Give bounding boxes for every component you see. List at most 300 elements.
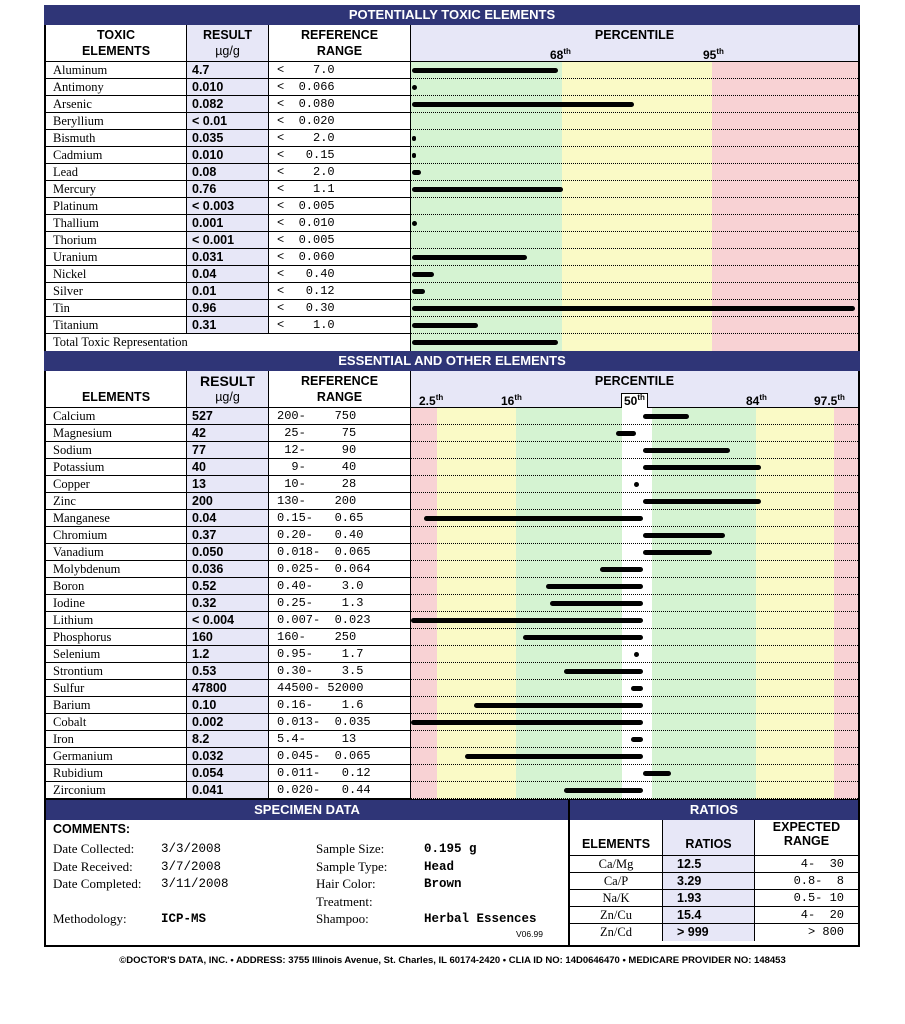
toxic-col-reference: [268, 25, 410, 61]
ratios-col-expected-line1: EXPECTED: [772, 820, 841, 834]
ratios-col-ratios: RATIOS: [662, 820, 754, 855]
essential-row: [46, 629, 858, 646]
page-footer: ©DOCTOR'S DATA, INC. • ADDRESS: 3755 Illinois Avenue, St. Charles, IL 60174-2420 • CLIA ID NO: 14D0646470 • MEDICARE PROVIDER NO: 148453: [119, 955, 786, 966]
percentile-bar: [631, 686, 643, 691]
element-name: Silver: [46, 283, 186, 300]
ratios-title: RATIOS: [570, 800, 858, 820]
essential-row: [46, 442, 858, 459]
element-name: Tin: [46, 300, 186, 317]
toxic-total-percentile: [410, 334, 858, 351]
ratio-value: 3.29: [662, 873, 754, 889]
element-name: Potassium: [46, 459, 186, 476]
element-percentile: [410, 782, 858, 799]
percentile-bar: [643, 499, 761, 504]
essential-row: [46, 544, 858, 561]
percentile-bar: [643, 533, 725, 538]
element-reference-range: 0.011- 0.12: [268, 765, 410, 782]
essential-row: [46, 714, 858, 731]
element-reference-range: < 0.30: [268, 300, 410, 317]
element-name: Copper: [46, 476, 186, 493]
essential-row: [46, 731, 858, 748]
essential-row: [46, 561, 858, 578]
essential-table: [44, 408, 860, 800]
percentile-bar: [412, 68, 558, 73]
essential-section-title: ESSENTIAL AND OTHER ELEMENTS: [44, 351, 860, 371]
report-sheet: [44, 5, 860, 947]
ratio-elements: Zn/Cu: [600, 908, 632, 922]
essential-pct-16: 16th: [501, 393, 522, 408]
element-percentile: [410, 113, 858, 130]
essential-row: [46, 663, 858, 680]
essential-row: [46, 612, 858, 629]
toxic-row: [46, 62, 858, 79]
element-name: Titanium: [46, 317, 186, 334]
element-percentile: [410, 493, 858, 510]
element-percentile: [410, 283, 858, 300]
element-name: Magnesium: [46, 425, 186, 442]
essential-col-ref-line1: REFERENCE: [300, 374, 379, 388]
essential-col-result-line1: RESULT: [200, 373, 255, 389]
percentile-bar: [424, 516, 643, 521]
methodology-value: ICP-MS: [161, 912, 207, 926]
element-reference-range: < 0.060: [268, 249, 410, 266]
element-percentile: [410, 697, 858, 714]
essential-row: [46, 595, 858, 612]
toxic-row: [46, 232, 858, 249]
element-result: 0.054: [186, 765, 268, 782]
percentile-bar: [643, 550, 712, 555]
element-result: 0.041: [186, 782, 268, 799]
element-reference-range: < 1.1: [268, 181, 410, 198]
toxic-pct-68: 68th: [550, 47, 571, 62]
sample-size-value: 0.195 g: [424, 842, 477, 856]
percentile-bar: [616, 431, 636, 436]
element-name: Thorium: [46, 232, 186, 249]
essential-row: [46, 476, 858, 493]
element-name: Phosphorus: [46, 629, 186, 646]
element-reference-range: 0.20- 0.40: [268, 527, 410, 544]
element-result: 40: [186, 459, 268, 476]
element-percentile: [410, 442, 858, 459]
date-completed-label: Date Completed:: [53, 876, 142, 891]
ratio-expected-range: > 800: [754, 924, 858, 941]
element-reference-range: < 0.40: [268, 266, 410, 283]
element-result: 0.050: [186, 544, 268, 561]
element-percentile: [410, 249, 858, 266]
toxic-col-elements-line2: ELEMENTS: [81, 44, 151, 58]
element-percentile: [410, 680, 858, 697]
percentile-bar: [412, 272, 434, 277]
ratios-header: [570, 820, 858, 856]
element-reference-range: 0.020- 0.44: [268, 782, 410, 799]
essential-row: [46, 408, 858, 425]
shampoo-label: Shampoo:: [316, 911, 369, 926]
element-result: 4.7: [186, 62, 268, 79]
ratio-value: 15.4: [662, 907, 754, 923]
element-reference-range: < 0.080: [268, 96, 410, 113]
element-reference-range: 0.007- 0.023: [268, 612, 410, 629]
percentile-bar: [412, 187, 563, 192]
element-name: Arsenic: [46, 96, 186, 113]
date-collected-value: 3/3/2008: [161, 842, 222, 856]
percentile-bar: [412, 306, 855, 311]
essential-row: [46, 765, 858, 782]
element-name: Barium: [46, 697, 186, 714]
element-name: Sodium: [46, 442, 186, 459]
sample-type-label: Sample Type:: [316, 859, 388, 874]
element-reference-range: 12- 90: [268, 442, 410, 459]
ratios-table: [570, 856, 858, 941]
essential-row: [46, 697, 858, 714]
element-percentile: [410, 408, 858, 425]
essential-row: [46, 578, 858, 595]
element-percentile: [410, 96, 858, 113]
element-name: Lead: [46, 164, 186, 181]
element-name: Thallium: [46, 215, 186, 232]
element-reference-range: 160- 250: [268, 629, 410, 646]
toxic-row: [46, 249, 858, 266]
element-reference-range: < 2.0: [268, 164, 410, 181]
element-name: Iron: [46, 731, 186, 748]
essential-pct-2-5: 2.5th: [419, 393, 444, 408]
element-reference-range: 130- 200: [268, 493, 410, 510]
percentile-bar: [643, 414, 689, 419]
element-percentile: [410, 459, 858, 476]
ratio-expected-range: 0.5- 10: [754, 890, 858, 906]
element-name: Platinum: [46, 198, 186, 215]
element-name: Vanadium: [46, 544, 186, 561]
ratio-elements: Zn/Cd: [600, 925, 632, 939]
percentile-bar: [564, 788, 643, 793]
percentile-dot: [634, 652, 639, 657]
element-percentile: [410, 62, 858, 79]
element-result: 0.04: [186, 266, 268, 283]
element-reference-range: 0.25- 1.3: [268, 595, 410, 612]
ratios-col-elements: ELEMENTS: [581, 837, 651, 851]
element-reference-range: < 0.066: [268, 79, 410, 96]
element-percentile: [410, 425, 858, 442]
element-percentile: [410, 731, 858, 748]
element-reference-range: < 0.005: [268, 232, 410, 249]
element-result: < 0.001: [186, 232, 268, 249]
element-reference-range: 25- 75: [268, 425, 410, 442]
element-result: 0.52: [186, 578, 268, 595]
date-received-label: Date Received:: [53, 859, 133, 874]
element-name: Cadmium: [46, 147, 186, 164]
element-percentile: [410, 629, 858, 646]
percentile-bar: [643, 465, 761, 470]
percentile-dot: [634, 482, 639, 487]
element-result: 200: [186, 493, 268, 510]
element-percentile: [410, 663, 858, 680]
element-result: 47800: [186, 680, 268, 697]
toxic-section-title: POTENTIALLY TOXIC ELEMENTS: [44, 5, 860, 25]
element-name: Zinc: [46, 493, 186, 510]
element-result: 527: [186, 408, 268, 425]
element-name: Strontium: [46, 663, 186, 680]
hair-color-value: Brown: [424, 877, 462, 891]
ratios-panel: [570, 800, 858, 945]
element-reference-range: 0.013- 0.035: [268, 714, 410, 731]
percentile-bar: [643, 448, 730, 453]
ratio-expected-range: 0.8- 8: [754, 873, 858, 889]
element-percentile: [410, 317, 858, 334]
element-percentile: [410, 595, 858, 612]
ratio-elements: Na/K: [602, 891, 630, 905]
element-name: Aluminum: [46, 62, 186, 79]
toxic-row: [46, 283, 858, 300]
element-name: Lithium: [46, 612, 186, 629]
element-name: Iodine: [46, 595, 186, 612]
essential-col-result-unit: µg/g: [215, 390, 240, 404]
element-name: Zirconium: [46, 782, 186, 799]
element-result: 0.96: [186, 300, 268, 317]
element-name: Molybdenum: [46, 561, 186, 578]
ratio-elements: Ca/P: [603, 874, 629, 888]
element-percentile: [410, 646, 858, 663]
element-result: 160: [186, 629, 268, 646]
element-percentile: [410, 714, 858, 731]
element-result: 8.2: [186, 731, 268, 748]
element-result: 0.001: [186, 215, 268, 232]
element-percentile: [410, 527, 858, 544]
essential-column-header: [44, 371, 860, 408]
element-reference-range: 200- 750: [268, 408, 410, 425]
element-reference-range: 0.30- 3.5: [268, 663, 410, 680]
percentile-dot: [412, 221, 417, 226]
element-percentile: [410, 215, 858, 232]
element-reference-range: 10- 28: [268, 476, 410, 493]
element-result: 0.010: [186, 147, 268, 164]
sample-type-value: Head: [424, 860, 455, 874]
element-name: Cobalt: [46, 714, 186, 731]
element-reference-range: 0.15- 0.65: [268, 510, 410, 527]
toxic-pct-95: 95th: [703, 47, 724, 62]
percentile-bar: [643, 771, 671, 776]
toxic-col-elements: [46, 25, 186, 61]
essential-pct-97-5: 97.5th: [814, 393, 845, 408]
ratio-expected-range: 4- 20: [754, 907, 858, 923]
element-reference-range: 0.045- 0.065: [268, 748, 410, 765]
element-result: 0.76: [186, 181, 268, 198]
element-percentile: [410, 748, 858, 765]
essential-pct-84: 84th: [746, 393, 767, 408]
methodology-label: Methodology:: [53, 911, 127, 926]
element-name: Manganese: [46, 510, 186, 527]
element-name: Boron: [46, 578, 186, 595]
element-result: 0.04: [186, 510, 268, 527]
element-result: 0.31: [186, 317, 268, 334]
element-percentile: [410, 232, 858, 249]
percentile-bar: [550, 601, 643, 606]
element-name: Germanium: [46, 748, 186, 765]
element-result: 0.031: [186, 249, 268, 266]
element-result: 0.002: [186, 714, 268, 731]
element-reference-range: 0.16- 1.6: [268, 697, 410, 714]
element-result: 0.08: [186, 164, 268, 181]
ratio-elements: Ca/Mg: [598, 857, 634, 871]
essential-row: [46, 680, 858, 697]
essential-col-ref-line2: RANGE: [316, 390, 363, 404]
essential-row: [46, 493, 858, 510]
essential-col-elements-label: ELEMENTS: [81, 390, 151, 404]
element-percentile: [410, 765, 858, 782]
element-name: Chromium: [46, 527, 186, 544]
percentile-bar: [474, 703, 643, 708]
essential-col-percentile: [410, 371, 858, 407]
date-collected-label: Date Collected:: [53, 841, 135, 856]
toxic-row: [46, 215, 858, 232]
element-result: < 0.004: [186, 612, 268, 629]
element-percentile: [410, 147, 858, 164]
percentile-bar: [411, 720, 643, 725]
percentile-bar: [465, 754, 643, 759]
element-reference-range: < 1.0: [268, 317, 410, 334]
ratio-expected-range: 4- 30: [754, 856, 858, 872]
element-percentile: [410, 544, 858, 561]
element-percentile: [410, 79, 858, 96]
percentile-bar: [631, 737, 643, 742]
element-name: Mercury: [46, 181, 186, 198]
percentile-bar: [412, 170, 421, 175]
element-percentile: [410, 164, 858, 181]
element-reference-range: < 0.010: [268, 215, 410, 232]
sample-size-label: Sample Size:: [316, 841, 385, 856]
element-name: Antimony: [46, 79, 186, 96]
element-result: 1.2: [186, 646, 268, 663]
element-result: 77: [186, 442, 268, 459]
ratio-value: 12.5: [662, 856, 754, 872]
percentile-bar: [412, 289, 425, 294]
toxic-row: [46, 79, 858, 96]
toxic-row: [46, 181, 858, 198]
essential-percentile-title: PERCENTILE: [594, 374, 675, 388]
element-result: 0.10: [186, 697, 268, 714]
element-reference-range: 0.018- 0.065: [268, 544, 410, 561]
element-result: 42: [186, 425, 268, 442]
element-result: 0.32: [186, 595, 268, 612]
ratio-row: [570, 924, 858, 941]
element-result: 0.01: [186, 283, 268, 300]
percentile-bar: [600, 567, 643, 572]
specimen-panel: [46, 800, 570, 945]
toxic-col-percentile: [410, 25, 858, 61]
element-name: Sulfur: [46, 680, 186, 697]
percentile-bar: [412, 102, 634, 107]
toxic-col-result: [186, 25, 268, 61]
date-received-value: 3/7/2008: [161, 860, 222, 874]
element-percentile: [410, 612, 858, 629]
toxic-table: [44, 62, 860, 334]
element-reference-range: < 0.005: [268, 198, 410, 215]
toxic-row: [46, 147, 858, 164]
ratio-row: [570, 873, 858, 890]
percentile-bar: [412, 323, 478, 328]
form-version: V06.99: [516, 929, 543, 939]
toxic-col-elements-line1: TOXIC: [97, 28, 135, 42]
toxic-row: [46, 130, 858, 147]
specimen-title: SPECIMEN DATA: [46, 800, 568, 820]
element-reference-range: 5.4- 13: [268, 731, 410, 748]
ratio-value: > 999: [662, 924, 754, 941]
essential-row: [46, 459, 858, 476]
element-percentile: [410, 130, 858, 147]
percentile-bar: [523, 635, 643, 640]
toxic-column-header: [44, 25, 860, 62]
essential-pct-50: 50th: [621, 390, 648, 409]
ratios-col-expected: [754, 820, 858, 855]
toxic-row: [46, 300, 858, 317]
percentile-bar: [412, 136, 416, 141]
element-reference-range: 9- 40: [268, 459, 410, 476]
element-name: Beryllium: [46, 113, 186, 130]
essential-row: [46, 748, 858, 765]
element-result: 0.032: [186, 748, 268, 765]
essential-row: [46, 527, 858, 544]
element-percentile: [410, 300, 858, 317]
ratio-row: [570, 890, 858, 907]
toxic-col-result-line1: RESULT: [202, 28, 253, 42]
date-completed-value: 3/11/2008: [161, 877, 229, 891]
toxic-total-bar: [412, 340, 558, 345]
element-reference-range: < 7.0: [268, 62, 410, 79]
toxic-row: [46, 96, 858, 113]
essential-col-result: [186, 371, 268, 407]
ratio-row: [570, 907, 858, 924]
element-name: Rubidium: [46, 765, 186, 782]
percentile-bar: [564, 669, 643, 674]
element-reference-range: 0.40- 3.0: [268, 578, 410, 595]
toxic-total-row: [44, 334, 860, 351]
essential-row: [46, 782, 858, 799]
essential-row: [46, 425, 858, 442]
element-result: < 0.003: [186, 198, 268, 215]
element-result: 0.036: [186, 561, 268, 578]
element-result: 0.082: [186, 96, 268, 113]
element-reference-range: < 0.15: [268, 147, 410, 164]
element-name: Bismuth: [46, 130, 186, 147]
element-result: 0.37: [186, 527, 268, 544]
ratios-col-expected-line2: RANGE: [783, 834, 830, 848]
toxic-row: [46, 198, 858, 215]
percentile-dot: [412, 85, 417, 90]
element-result: 13: [186, 476, 268, 493]
toxic-col-result-unit: µg/g: [215, 44, 240, 58]
shampoo-value: Herbal Essences: [424, 912, 537, 926]
element-reference-range: < 0.020: [268, 113, 410, 130]
element-reference-range: 0.025- 0.064: [268, 561, 410, 578]
element-result: < 0.01: [186, 113, 268, 130]
element-result: 0.035: [186, 130, 268, 147]
element-result: 0.010: [186, 79, 268, 96]
toxic-row: [46, 164, 858, 181]
element-name: Calcium: [46, 408, 186, 425]
toxic-col-ref-line1: REFERENCE: [300, 28, 379, 42]
element-percentile: [410, 561, 858, 578]
element-reference-range: 44500- 52000: [268, 680, 410, 697]
element-reference-range: 0.95- 1.7: [268, 646, 410, 663]
toxic-percentile-title: PERCENTILE: [594, 28, 675, 42]
element-name: Selenium: [46, 646, 186, 663]
element-percentile: [410, 578, 858, 595]
essential-row: [46, 646, 858, 663]
element-percentile: [410, 476, 858, 493]
toxic-total-label: Total Toxic Representation: [53, 335, 188, 349]
element-percentile: [410, 198, 858, 215]
element-percentile: [410, 181, 858, 198]
ratio-value: 1.93: [662, 890, 754, 906]
essential-col-elements: [46, 371, 186, 407]
